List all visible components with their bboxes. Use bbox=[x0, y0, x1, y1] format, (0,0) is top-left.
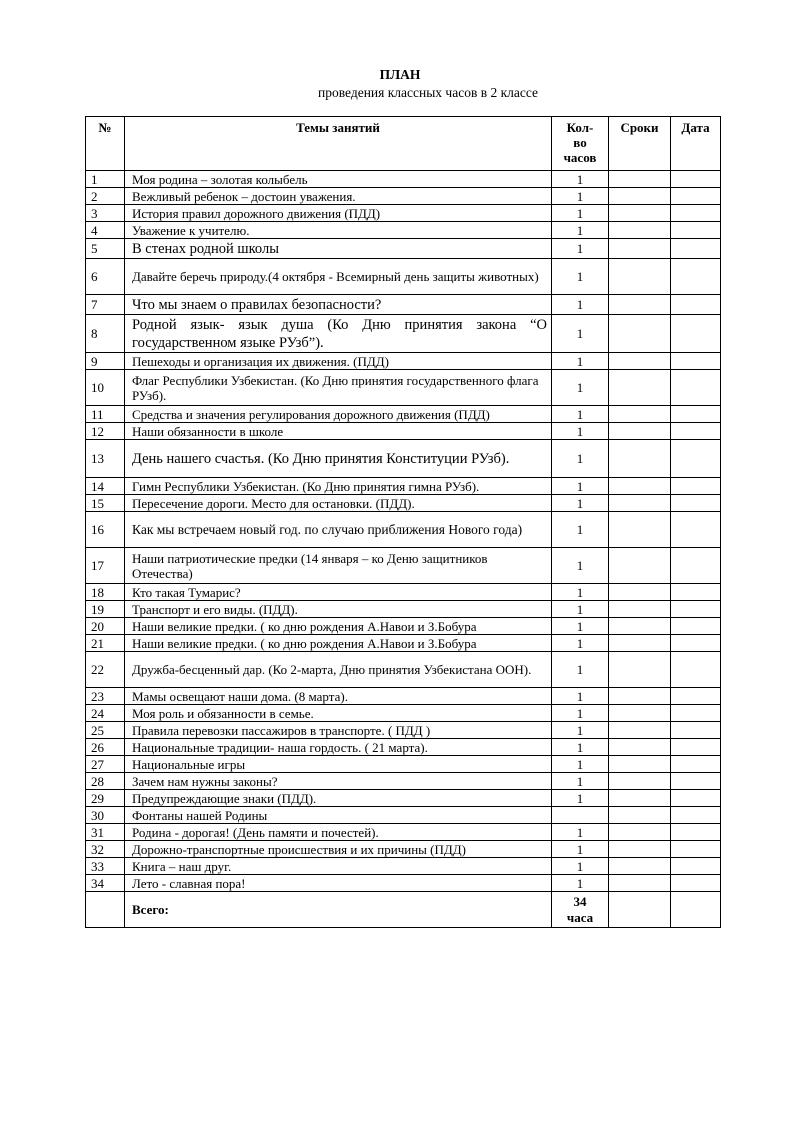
row-number: 31 bbox=[86, 824, 125, 841]
row-number: 4 bbox=[86, 222, 125, 239]
row-hours: 1 bbox=[552, 705, 609, 722]
row-hours: 1 bbox=[552, 688, 609, 705]
row-topic: Родной язык- язык душа (Ко Дню принятия закона “О государственном языке РУзб”). bbox=[125, 315, 552, 353]
table-row bbox=[86, 171, 721, 188]
row-date bbox=[671, 722, 721, 739]
row-date bbox=[671, 495, 721, 512]
row-topic: Родина - дорогая! (День памяти и почестей). bbox=[125, 824, 552, 841]
row-number: 1 bbox=[86, 171, 125, 188]
row-number: 27 bbox=[86, 756, 125, 773]
row-number: 14 bbox=[86, 478, 125, 495]
table-row bbox=[86, 584, 721, 601]
total-number-cell bbox=[86, 892, 125, 928]
row-date bbox=[671, 512, 721, 548]
row-topic: Дорожно-транспортные происшествия и их причины (ПДД) bbox=[125, 841, 552, 858]
table-row bbox=[86, 756, 721, 773]
row-term bbox=[609, 807, 671, 824]
table-row bbox=[86, 188, 721, 205]
table-row bbox=[86, 353, 721, 370]
document-subtitle: проведения классных часов в 2 классе bbox=[318, 85, 538, 100]
row-topic: Национальные традиции- наша гордость. ( 21 марта). bbox=[125, 739, 552, 756]
row-term bbox=[609, 222, 671, 239]
row-number: 21 bbox=[86, 635, 125, 652]
row-term bbox=[609, 739, 671, 756]
row-hours: 1 bbox=[552, 205, 609, 222]
row-topic: Наши великие предки. ( ко дню рождения А.Навои и З.Бобура bbox=[125, 618, 552, 635]
header-hours-line-2: во bbox=[573, 135, 587, 150]
row-topic: Наши патриотические предки (14 января – ко Деню защитников Отечества) bbox=[125, 548, 552, 584]
table-row bbox=[86, 841, 721, 858]
row-term bbox=[609, 353, 671, 370]
row-term bbox=[609, 618, 671, 635]
table-row bbox=[86, 512, 721, 548]
row-number: 11 bbox=[86, 406, 125, 423]
row-number: 18 bbox=[86, 584, 125, 601]
row-date bbox=[671, 423, 721, 440]
row-number: 33 bbox=[86, 858, 125, 875]
table-row bbox=[86, 722, 721, 739]
table-row bbox=[86, 824, 721, 841]
row-hours: 1 bbox=[552, 295, 609, 315]
row-hours: 1 bbox=[552, 239, 609, 259]
header-term: Сроки bbox=[609, 117, 671, 171]
row-topic: Пешеходы и организация их движения. (ПДД) bbox=[125, 353, 552, 370]
row-hours: 1 bbox=[552, 259, 609, 295]
row-topic: Дружба-бесценный дар. (Ко 2-марта, Дню принятия Узбекистана ООН). bbox=[125, 652, 552, 688]
row-hours: 1 bbox=[552, 548, 609, 584]
row-date bbox=[671, 205, 721, 222]
table-row bbox=[86, 495, 721, 512]
row-term bbox=[609, 705, 671, 722]
table-row bbox=[86, 858, 721, 875]
header-number: № bbox=[86, 117, 125, 171]
row-topic: Транспорт и его виды. (ПДД). bbox=[125, 601, 552, 618]
row-date bbox=[671, 705, 721, 722]
row-number: 29 bbox=[86, 790, 125, 807]
row-number: 5 bbox=[86, 239, 125, 259]
row-topic: Книга – наш друг. bbox=[125, 858, 552, 875]
row-number: 32 bbox=[86, 841, 125, 858]
row-hours: 1 bbox=[552, 171, 609, 188]
table-row bbox=[86, 370, 721, 406]
row-hours: 1 bbox=[552, 739, 609, 756]
row-date bbox=[671, 188, 721, 205]
row-topic: Предупреждающие знаки (ПДД). bbox=[125, 790, 552, 807]
table-row bbox=[86, 259, 721, 295]
row-term bbox=[609, 584, 671, 601]
row-date bbox=[671, 478, 721, 495]
row-number: 12 bbox=[86, 423, 125, 440]
row-topic: Давайте беречь природу.(4 октября - Всемирный день защиты животных) bbox=[125, 259, 552, 295]
row-number: 2 bbox=[86, 188, 125, 205]
row-hours: 1 bbox=[552, 495, 609, 512]
row-term bbox=[609, 423, 671, 440]
table-row bbox=[86, 688, 721, 705]
row-number: 3 bbox=[86, 205, 125, 222]
row-date bbox=[671, 773, 721, 790]
row-date bbox=[671, 790, 721, 807]
row-topic: Правила перевозки пассажиров в транспорте. ( ПДД ) bbox=[125, 722, 552, 739]
row-topic: Что мы знаем о правилах безопасности? bbox=[125, 295, 552, 315]
row-date bbox=[671, 239, 721, 259]
row-term bbox=[609, 635, 671, 652]
row-term bbox=[609, 790, 671, 807]
row-term bbox=[609, 756, 671, 773]
row-number: 24 bbox=[86, 705, 125, 722]
row-hours: 1 bbox=[552, 353, 609, 370]
row-topic: Национальные игры bbox=[125, 756, 552, 773]
row-number: 23 bbox=[86, 688, 125, 705]
row-hours: 1 bbox=[552, 478, 609, 495]
row-term bbox=[609, 688, 671, 705]
row-date bbox=[671, 841, 721, 858]
row-number: 7 bbox=[86, 295, 125, 315]
row-term bbox=[609, 512, 671, 548]
header-hours-line-1: Кол- bbox=[566, 120, 594, 135]
total-hours bbox=[552, 892, 609, 928]
row-topic: Зачем нам нужны законы? bbox=[125, 773, 552, 790]
header-date: Дата bbox=[671, 117, 721, 171]
row-date bbox=[671, 548, 721, 584]
table-row bbox=[86, 295, 721, 315]
row-hours: 1 bbox=[552, 652, 609, 688]
row-term bbox=[609, 841, 671, 858]
row-date bbox=[671, 688, 721, 705]
header-hours bbox=[552, 117, 609, 171]
row-hours: 1 bbox=[552, 875, 609, 892]
row-topic: Наши великие предки. ( ко дню рождения А.Навои и З.Бобура bbox=[125, 635, 552, 652]
document-title: ПЛАН bbox=[379, 67, 421, 82]
row-term bbox=[609, 315, 671, 353]
row-term bbox=[609, 495, 671, 512]
row-term bbox=[609, 370, 671, 406]
table-row bbox=[86, 601, 721, 618]
row-date bbox=[671, 858, 721, 875]
lesson-plan-table bbox=[85, 116, 721, 928]
row-number: 10 bbox=[86, 370, 125, 406]
row-date bbox=[671, 601, 721, 618]
row-date bbox=[671, 406, 721, 423]
table-row bbox=[86, 635, 721, 652]
row-hours bbox=[552, 807, 609, 824]
table-row bbox=[86, 773, 721, 790]
row-hours: 1 bbox=[552, 584, 609, 601]
row-term bbox=[609, 406, 671, 423]
row-topic: Моя родина – золотая колыбель bbox=[125, 171, 552, 188]
row-number: 16 bbox=[86, 512, 125, 548]
row-topic: Лето - славная пора! bbox=[125, 875, 552, 892]
row-number: 13 bbox=[86, 440, 125, 478]
row-date bbox=[671, 259, 721, 295]
row-term bbox=[609, 188, 671, 205]
row-topic: Пересечение дороги. Место для остановки. (ПДД). bbox=[125, 495, 552, 512]
header-topics: Темы занятий bbox=[125, 117, 552, 171]
row-date bbox=[671, 440, 721, 478]
row-term bbox=[609, 205, 671, 222]
row-topic: Флаг Республики Узбекистан. (Ко Дню принятия государственного флага РУзб). bbox=[125, 370, 552, 406]
row-hours: 1 bbox=[552, 423, 609, 440]
row-hours: 1 bbox=[552, 756, 609, 773]
row-topic: Гимн Республики Узбекистан. (Ко Дню принятия гимна РУзб). bbox=[125, 478, 552, 495]
table-row bbox=[86, 652, 721, 688]
table-row bbox=[86, 618, 721, 635]
row-number: 30 bbox=[86, 807, 125, 824]
row-topic: Как мы встречаем новый год. по случаю приближения Нового года) bbox=[125, 512, 552, 548]
table-row bbox=[86, 807, 721, 824]
table-row bbox=[86, 705, 721, 722]
row-date bbox=[671, 171, 721, 188]
row-number: 28 bbox=[86, 773, 125, 790]
total-label: Всего: bbox=[125, 892, 552, 928]
row-number: 17 bbox=[86, 548, 125, 584]
total-date-cell bbox=[671, 892, 721, 928]
row-date bbox=[671, 584, 721, 601]
row-hours: 1 bbox=[552, 824, 609, 841]
row-date bbox=[671, 370, 721, 406]
row-hours: 1 bbox=[552, 370, 609, 406]
row-date bbox=[671, 824, 721, 841]
row-term bbox=[609, 259, 671, 295]
row-term bbox=[609, 858, 671, 875]
row-hours: 1 bbox=[552, 222, 609, 239]
row-term bbox=[609, 875, 671, 892]
header-hours-line-3: часов bbox=[563, 150, 597, 165]
table-row bbox=[86, 790, 721, 807]
row-hours: 1 bbox=[552, 601, 609, 618]
row-date bbox=[671, 739, 721, 756]
row-number: 15 bbox=[86, 495, 125, 512]
row-topic: Мамы освещают наши дома. (8 марта). bbox=[125, 688, 552, 705]
row-hours: 1 bbox=[552, 188, 609, 205]
row-topic: Наши обязанности в школе bbox=[125, 423, 552, 440]
table-row bbox=[86, 315, 721, 353]
row-date bbox=[671, 875, 721, 892]
row-date bbox=[671, 295, 721, 315]
row-number: 9 bbox=[86, 353, 125, 370]
row-topic: История правил дорожного движения (ПДД) bbox=[125, 205, 552, 222]
row-date bbox=[671, 635, 721, 652]
row-topic: Средства и значения регулирования дорожного движения (ПДД) bbox=[125, 406, 552, 423]
row-hours: 1 bbox=[552, 722, 609, 739]
row-hours: 1 bbox=[552, 618, 609, 635]
table-total-row bbox=[86, 892, 721, 928]
row-term bbox=[609, 440, 671, 478]
row-term bbox=[609, 171, 671, 188]
table-row bbox=[86, 222, 721, 239]
table-row bbox=[86, 406, 721, 423]
table-row bbox=[86, 739, 721, 756]
row-date bbox=[671, 222, 721, 239]
row-topic: В стенах родной школы bbox=[125, 239, 552, 259]
table-header-row bbox=[86, 117, 721, 171]
table-row bbox=[86, 478, 721, 495]
table-row bbox=[86, 423, 721, 440]
row-date bbox=[671, 807, 721, 824]
row-number: 8 bbox=[86, 315, 125, 353]
row-date bbox=[671, 618, 721, 635]
row-number: 19 bbox=[86, 601, 125, 618]
row-topic: Моя роль и обязанности в семье. bbox=[125, 705, 552, 722]
row-topic: Кто такая Тумарис? bbox=[125, 584, 552, 601]
row-hours: 1 bbox=[552, 773, 609, 790]
row-hours: 1 bbox=[552, 858, 609, 875]
row-hours: 1 bbox=[552, 440, 609, 478]
row-date bbox=[671, 315, 721, 353]
row-number: 25 bbox=[86, 722, 125, 739]
row-hours: 1 bbox=[552, 512, 609, 548]
table-row bbox=[86, 875, 721, 892]
row-number: 20 bbox=[86, 618, 125, 635]
row-term bbox=[609, 652, 671, 688]
row-hours: 1 bbox=[552, 635, 609, 652]
row-hours: 1 bbox=[552, 841, 609, 858]
row-number: 22 bbox=[86, 652, 125, 688]
table-row bbox=[86, 548, 721, 584]
table-row bbox=[86, 440, 721, 478]
row-topic: Фонтаны нашей Родины bbox=[125, 807, 552, 824]
row-date bbox=[671, 353, 721, 370]
row-number: 6 bbox=[86, 259, 125, 295]
row-hours: 1 bbox=[552, 406, 609, 423]
row-date bbox=[671, 756, 721, 773]
row-number: 26 bbox=[86, 739, 125, 756]
row-date bbox=[671, 652, 721, 688]
row-term bbox=[609, 295, 671, 315]
row-number: 34 bbox=[86, 875, 125, 892]
row-topic: Вежливый ребенок – достоин уважения. bbox=[125, 188, 552, 205]
table-row bbox=[86, 205, 721, 222]
row-term bbox=[609, 773, 671, 790]
total-hours-line-2: часа bbox=[566, 909, 594, 925]
row-term bbox=[609, 824, 671, 841]
row-hours: 1 bbox=[552, 315, 609, 353]
row-term bbox=[609, 478, 671, 495]
total-hours-line-1: 34 bbox=[573, 893, 587, 909]
row-term bbox=[609, 601, 671, 618]
row-term bbox=[609, 239, 671, 259]
row-topic: День нашего счастья. (Ко Дню принятия Конституции РУзб). bbox=[125, 440, 552, 478]
table-row bbox=[86, 239, 721, 259]
row-hours: 1 bbox=[552, 790, 609, 807]
row-term bbox=[609, 548, 671, 584]
row-term bbox=[609, 722, 671, 739]
row-topic: Уважение к учителю. bbox=[125, 222, 552, 239]
total-term-cell bbox=[609, 892, 671, 928]
